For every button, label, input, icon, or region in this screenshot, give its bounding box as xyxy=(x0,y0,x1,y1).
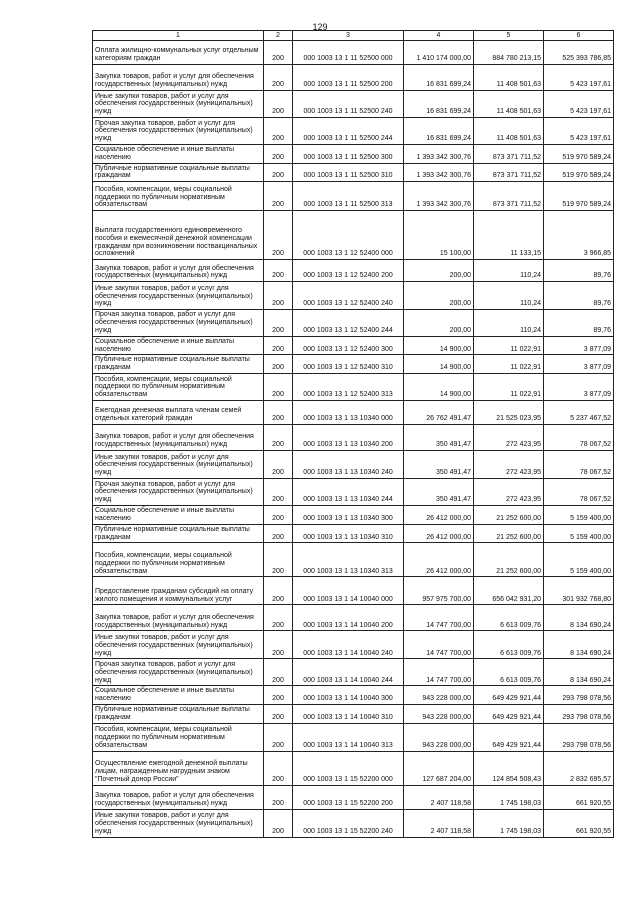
row-approved-amount: 16 831 699,24 xyxy=(404,118,474,145)
row-unexecuted-amount: 293 798 078,56 xyxy=(544,686,614,705)
row-description: Иные закупки товаров, работ и услуг для обеспечения государственных (муниципальных) нужд xyxy=(93,451,264,479)
row-approved-amount: 2 407 118,58 xyxy=(404,785,474,809)
row-line-code: 200 xyxy=(264,543,293,577)
row-executed-amount: 272 423,95 xyxy=(474,479,544,506)
row-unexecuted-amount: 78 067,52 xyxy=(544,451,614,479)
row-description: Закупка товаров, работ и услуг для обеспечения государственных (муниципальных) нужд xyxy=(93,425,264,451)
row-line-code: 200 xyxy=(264,479,293,506)
column-header-6: 6 xyxy=(544,31,614,41)
row-classification-code: 000 1003 13 1 13 10340 310 xyxy=(293,524,404,543)
column-header-1: 1 xyxy=(93,31,264,41)
row-executed-amount: 11 408 501,63 xyxy=(474,91,544,118)
row-executed-amount: 11 408 501,63 xyxy=(474,65,544,91)
table-row xyxy=(93,282,614,310)
row-description: Пособия, компенсации, меры социальной поддержки по публичным нормативным обязательствам xyxy=(93,374,264,401)
row-line-code: 200 xyxy=(264,809,293,837)
row-classification-code: 000 1003 13 1 15 52200 000 xyxy=(293,751,404,785)
row-executed-amount: 11 022,91 xyxy=(474,336,544,355)
row-classification-code: 000 1003 13 1 11 52500 240 xyxy=(293,91,404,118)
table-row xyxy=(93,809,614,837)
row-classification-code: 000 1003 13 1 14 10040 313 xyxy=(293,723,404,751)
row-classification-code: 000 1003 13 1 13 10340 313 xyxy=(293,543,404,577)
row-classification-code: 000 1003 13 1 14 10040 310 xyxy=(293,705,404,724)
row-line-code: 200 xyxy=(264,425,293,451)
row-description: Прочая закупка товаров, работ и услуг для обеспечения государственных (муниципальных) нужд xyxy=(93,479,264,506)
row-line-code: 200 xyxy=(264,145,293,164)
row-approved-amount: 200,00 xyxy=(404,310,474,336)
row-unexecuted-amount: 8 134 690,24 xyxy=(544,605,614,631)
row-executed-amount: 11 022,91 xyxy=(474,355,544,374)
row-line-code: 200 xyxy=(264,65,293,91)
row-approved-amount: 1 393 342 300,76 xyxy=(404,145,474,164)
row-unexecuted-amount: 8 134 690,24 xyxy=(544,631,614,659)
row-approved-amount: 943 228 000,00 xyxy=(404,723,474,751)
row-executed-amount: 21 525 023,95 xyxy=(474,401,544,425)
table-row xyxy=(93,479,614,506)
row-unexecuted-amount: 78 067,52 xyxy=(544,425,614,451)
row-description: Закупка товаров, работ и услуг для обеспечения государственных (муниципальных) нужд xyxy=(93,605,264,631)
row-unexecuted-amount: 89,76 xyxy=(544,260,614,282)
row-line-code: 200 xyxy=(264,631,293,659)
page-number: 129 xyxy=(312,22,328,32)
table-row xyxy=(93,705,614,724)
row-unexecuted-amount: 3 966,85 xyxy=(544,211,614,260)
row-executed-amount: 649 429 921,44 xyxy=(474,686,544,705)
row-executed-amount: 1 745 198,03 xyxy=(474,785,544,809)
row-unexecuted-amount: 3 877,09 xyxy=(544,374,614,401)
row-executed-amount: 21 252 600,00 xyxy=(474,524,544,543)
row-line-code: 200 xyxy=(264,41,293,65)
table-row xyxy=(93,659,614,686)
row-description: Иные закупки товаров, работ и услуг для обеспечения государственных (муниципальных) нужд xyxy=(93,809,264,837)
row-classification-code: 000 1003 13 1 11 52500 313 xyxy=(293,182,404,211)
row-description: Публичные нормативные социальные выплаты гражданам xyxy=(93,355,264,374)
row-unexecuted-amount: 301 932 768,80 xyxy=(544,577,614,605)
table-row xyxy=(93,686,614,705)
row-line-code: 200 xyxy=(264,659,293,686)
row-description: Пособия, компенсации, меры социальной поддержки по публичным нормативным обязательствам xyxy=(93,182,264,211)
row-line-code: 200 xyxy=(264,751,293,785)
row-unexecuted-amount: 78 067,52 xyxy=(544,479,614,506)
row-executed-amount: 272 423,95 xyxy=(474,425,544,451)
row-classification-code: 000 1003 13 1 11 52500 000 xyxy=(293,41,404,65)
row-description: Закупка товаров, работ и услуг для обеспечения государственных (муниципальных) нужд xyxy=(93,785,264,809)
table-row xyxy=(93,451,614,479)
row-line-code: 200 xyxy=(264,118,293,145)
row-executed-amount: 1 745 198,03 xyxy=(474,809,544,837)
column-header-4: 4 xyxy=(404,31,474,41)
row-approved-amount: 15 100,00 xyxy=(404,211,474,260)
row-executed-amount: 873 371 711,52 xyxy=(474,163,544,182)
row-executed-amount: 110,24 xyxy=(474,260,544,282)
table-row xyxy=(93,751,614,785)
row-unexecuted-amount: 5 159 400,00 xyxy=(544,543,614,577)
row-description: Осуществление ежегодной денежной выплаты лицам, награжденным нагрудным знаком "Почетный донор России" xyxy=(93,751,264,785)
table-row xyxy=(93,336,614,355)
row-line-code: 200 xyxy=(264,91,293,118)
table-row xyxy=(93,355,614,374)
row-approved-amount: 200,00 xyxy=(404,282,474,310)
table-row xyxy=(93,163,614,182)
row-unexecuted-amount: 5 159 400,00 xyxy=(544,524,614,543)
row-classification-code: 000 1003 13 1 14 10040 244 xyxy=(293,659,404,686)
row-classification-code: 000 1003 13 1 14 10040 200 xyxy=(293,605,404,631)
row-executed-amount: 6 613 009,76 xyxy=(474,605,544,631)
row-unexecuted-amount: 525 393 786,85 xyxy=(544,41,614,65)
column-header-5: 5 xyxy=(474,31,544,41)
table-row xyxy=(93,506,614,525)
row-description: Социальное обеспечение и иные выплаты населению xyxy=(93,145,264,164)
table-row xyxy=(93,211,614,260)
row-approved-amount: 14 747 700,00 xyxy=(404,631,474,659)
row-classification-code: 000 1003 13 1 11 52500 244 xyxy=(293,118,404,145)
row-unexecuted-amount: 519 970 589,24 xyxy=(544,145,614,164)
row-description: Иные закупки товаров, работ и услуг для обеспечения государственных (муниципальных) нужд xyxy=(93,282,264,310)
column-header-2: 2 xyxy=(264,31,293,41)
row-approved-amount: 957 975 700,00 xyxy=(404,577,474,605)
row-description: Социальное обеспечение и иные выплаты населению xyxy=(93,336,264,355)
table-row xyxy=(93,605,614,631)
row-classification-code: 000 1003 13 1 15 52200 240 xyxy=(293,809,404,837)
row-executed-amount: 6 613 009,76 xyxy=(474,631,544,659)
row-classification-code: 000 1003 13 1 12 52400 310 xyxy=(293,355,404,374)
row-executed-amount: 873 371 711,52 xyxy=(474,182,544,211)
row-executed-amount: 124 854 508,43 xyxy=(474,751,544,785)
row-approved-amount: 127 687 204,00 xyxy=(404,751,474,785)
row-approved-amount: 1 393 342 300,76 xyxy=(404,163,474,182)
table-row xyxy=(93,91,614,118)
row-description: Пособия, компенсации, меры социальной поддержки по публичным нормативным обязательствам xyxy=(93,723,264,751)
row-line-code: 200 xyxy=(264,785,293,809)
row-line-code: 200 xyxy=(264,336,293,355)
row-approved-amount: 200,00 xyxy=(404,260,474,282)
row-classification-code: 000 1003 13 1 14 10040 300 xyxy=(293,686,404,705)
table-row xyxy=(93,785,614,809)
row-unexecuted-amount: 5 237 467,52 xyxy=(544,401,614,425)
row-description: Публичные нормативные социальные выплаты гражданам xyxy=(93,705,264,724)
row-classification-code: 000 1003 13 1 12 52400 240 xyxy=(293,282,404,310)
row-unexecuted-amount: 661 920,55 xyxy=(544,809,614,837)
row-executed-amount: 110,24 xyxy=(474,282,544,310)
row-unexecuted-amount: 519 970 589,24 xyxy=(544,163,614,182)
row-description: Социальное обеспечение и иные выплаты населению xyxy=(93,686,264,705)
row-unexecuted-amount: 519 970 589,24 xyxy=(544,182,614,211)
row-unexecuted-amount: 293 798 078,56 xyxy=(544,723,614,751)
row-line-code: 200 xyxy=(264,260,293,282)
row-executed-amount: 272 423,95 xyxy=(474,451,544,479)
row-line-code: 200 xyxy=(264,401,293,425)
table-row xyxy=(93,425,614,451)
row-approved-amount: 1 410 174 000,00 xyxy=(404,41,474,65)
row-classification-code: 000 1003 13 1 12 52400 300 xyxy=(293,336,404,355)
row-unexecuted-amount: 3 877,09 xyxy=(544,355,614,374)
row-description: Выплата государственного единовременного пособия и ежемесячной денежной компенсации гражданам при возникновении поствакцинальных осложнений xyxy=(93,211,264,260)
row-line-code: 200 xyxy=(264,577,293,605)
row-approved-amount: 350 491,47 xyxy=(404,425,474,451)
row-description: Закупка товаров, работ и услуг для обеспечения государственных (муниципальных) нужд xyxy=(93,65,264,91)
table-row xyxy=(93,310,614,336)
row-unexecuted-amount: 89,76 xyxy=(544,282,614,310)
row-approved-amount: 16 831 699,24 xyxy=(404,65,474,91)
column-number-row xyxy=(93,31,614,41)
row-executed-amount: 649 429 921,44 xyxy=(474,705,544,724)
row-classification-code: 000 1003 13 1 12 52400 313 xyxy=(293,374,404,401)
row-description: Ежегодная денежная выплата членам семей отдельных категорий граждан xyxy=(93,401,264,425)
row-classification-code: 000 1003 13 1 13 10340 000 xyxy=(293,401,404,425)
table-row xyxy=(93,723,614,751)
row-classification-code: 000 1003 13 1 12 52400 244 xyxy=(293,310,404,336)
row-line-code: 200 xyxy=(264,163,293,182)
row-unexecuted-amount: 661 920,55 xyxy=(544,785,614,809)
row-line-code: 200 xyxy=(264,310,293,336)
row-executed-amount: 11 408 501,63 xyxy=(474,118,544,145)
row-classification-code: 000 1003 13 1 14 10040 240 xyxy=(293,631,404,659)
row-classification-code: 000 1003 13 1 11 52500 310 xyxy=(293,163,404,182)
table-row xyxy=(93,631,614,659)
row-classification-code: 000 1003 13 1 11 52500 300 xyxy=(293,145,404,164)
row-approved-amount: 14 747 700,00 xyxy=(404,605,474,631)
row-description: Публичные нормативные социальные выплаты гражданам xyxy=(93,163,264,182)
row-executed-amount: 649 429 921,44 xyxy=(474,723,544,751)
row-approved-amount: 350 491,47 xyxy=(404,479,474,506)
table-row xyxy=(93,543,614,577)
row-approved-amount: 14 900,00 xyxy=(404,374,474,401)
row-approved-amount: 350 491,47 xyxy=(404,451,474,479)
column-header-3: 3 xyxy=(293,31,404,41)
row-classification-code: 000 1003 13 1 12 52400 200 xyxy=(293,260,404,282)
table-row xyxy=(93,41,614,65)
row-classification-code: 000 1003 13 1 13 10340 200 xyxy=(293,425,404,451)
row-executed-amount: 110,24 xyxy=(474,310,544,336)
row-description: Предоставление гражданам субсидий на оплату жилого помещения и коммунальных услуг xyxy=(93,577,264,605)
row-line-code: 200 xyxy=(264,282,293,310)
table-row xyxy=(93,401,614,425)
row-unexecuted-amount: 293 798 078,56 xyxy=(544,705,614,724)
row-classification-code: 000 1003 13 1 13 10340 300 xyxy=(293,506,404,525)
table-row xyxy=(93,524,614,543)
row-approved-amount: 26 412 000,00 xyxy=(404,506,474,525)
row-line-code: 200 xyxy=(264,182,293,211)
row-unexecuted-amount: 8 134 690,24 xyxy=(544,659,614,686)
row-classification-code: 000 1003 13 1 13 10340 244 xyxy=(293,479,404,506)
row-approved-amount: 26 412 000,00 xyxy=(404,524,474,543)
row-description: Прочая закупка товаров, работ и услуг для обеспечения государственных (муниципальных) нужд xyxy=(93,310,264,336)
table-row xyxy=(93,374,614,401)
row-executed-amount: 21 252 600,00 xyxy=(474,543,544,577)
table-row xyxy=(93,577,614,605)
row-approved-amount: 26 412 000,00 xyxy=(404,543,474,577)
row-description: Публичные нормативные социальные выплаты гражданам xyxy=(93,524,264,543)
row-executed-amount: 11 133,15 xyxy=(474,211,544,260)
row-executed-amount: 873 371 711,52 xyxy=(474,145,544,164)
row-unexecuted-amount: 2 832 695,57 xyxy=(544,751,614,785)
row-classification-code: 000 1003 13 1 11 52500 200 xyxy=(293,65,404,91)
row-executed-amount: 6 613 009,76 xyxy=(474,659,544,686)
row-line-code: 200 xyxy=(264,705,293,724)
row-description: Оплата жилищно-коммунальных услуг отдельным категориям граждан xyxy=(93,41,264,65)
row-line-code: 200 xyxy=(264,374,293,401)
row-approved-amount: 14 900,00 xyxy=(404,336,474,355)
row-line-code: 200 xyxy=(264,451,293,479)
row-line-code: 200 xyxy=(264,605,293,631)
row-description: Иные закупки товаров, работ и услуг для обеспечения государственных (муниципальных) нужд xyxy=(93,631,264,659)
row-description: Социальное обеспечение и иные выплаты населению xyxy=(93,506,264,525)
table-row xyxy=(93,65,614,91)
row-approved-amount: 26 762 491,47 xyxy=(404,401,474,425)
row-approved-amount: 943 228 000,00 xyxy=(404,705,474,724)
row-classification-code: 000 1003 13 1 15 52200 200 xyxy=(293,785,404,809)
row-unexecuted-amount: 5 423 197,61 xyxy=(544,91,614,118)
row-description: Пособия, компенсации, меры социальной поддержки по публичным нормативным обязательствам xyxy=(93,543,264,577)
row-unexecuted-amount: 89,76 xyxy=(544,310,614,336)
row-executed-amount: 656 042 931,20 xyxy=(474,577,544,605)
row-approved-amount: 943 228 000,00 xyxy=(404,686,474,705)
row-line-code: 200 xyxy=(264,524,293,543)
row-classification-code: 000 1003 13 1 12 52400 000 xyxy=(293,211,404,260)
table-row xyxy=(93,260,614,282)
row-line-code: 200 xyxy=(264,355,293,374)
table-row xyxy=(93,145,614,164)
row-classification-code: 000 1003 13 1 13 10340 240 xyxy=(293,451,404,479)
row-approved-amount: 16 831 699,24 xyxy=(404,91,474,118)
row-executed-amount: 21 252 600,00 xyxy=(474,506,544,525)
row-unexecuted-amount: 5 423 197,61 xyxy=(544,65,614,91)
row-approved-amount: 1 393 342 300,76 xyxy=(404,182,474,211)
table-row xyxy=(93,182,614,211)
row-line-code: 200 xyxy=(264,211,293,260)
row-unexecuted-amount: 3 877,09 xyxy=(544,336,614,355)
row-line-code: 200 xyxy=(264,506,293,525)
row-classification-code: 000 1003 13 1 14 10040 000 xyxy=(293,577,404,605)
row-line-code: 200 xyxy=(264,686,293,705)
row-approved-amount: 2 407 118,58 xyxy=(404,809,474,837)
row-approved-amount: 14 747 700,00 xyxy=(404,659,474,686)
row-line-code: 200 xyxy=(264,723,293,751)
row-executed-amount: 11 022,91 xyxy=(474,374,544,401)
row-description: Закупка товаров, работ и услуг для обеспечения государственных (муниципальных) нужд xyxy=(93,260,264,282)
row-unexecuted-amount: 5 159 400,00 xyxy=(544,506,614,525)
row-description: Прочая закупка товаров, работ и услуг для обеспечения государственных (муниципальных) нужд xyxy=(93,118,264,145)
row-approved-amount: 14 900,00 xyxy=(404,355,474,374)
table-row xyxy=(93,118,614,145)
row-description: Иные закупки товаров, работ и услуг для обеспечения государственных (муниципальных) нужд xyxy=(93,91,264,118)
budget-execution-table xyxy=(92,30,614,838)
row-executed-amount: 884 780 213,15 xyxy=(474,41,544,65)
row-unexecuted-amount: 5 423 197,61 xyxy=(544,118,614,145)
row-description: Прочая закупка товаров, работ и услуг для обеспечения государственных (муниципальных) нужд xyxy=(93,659,264,686)
